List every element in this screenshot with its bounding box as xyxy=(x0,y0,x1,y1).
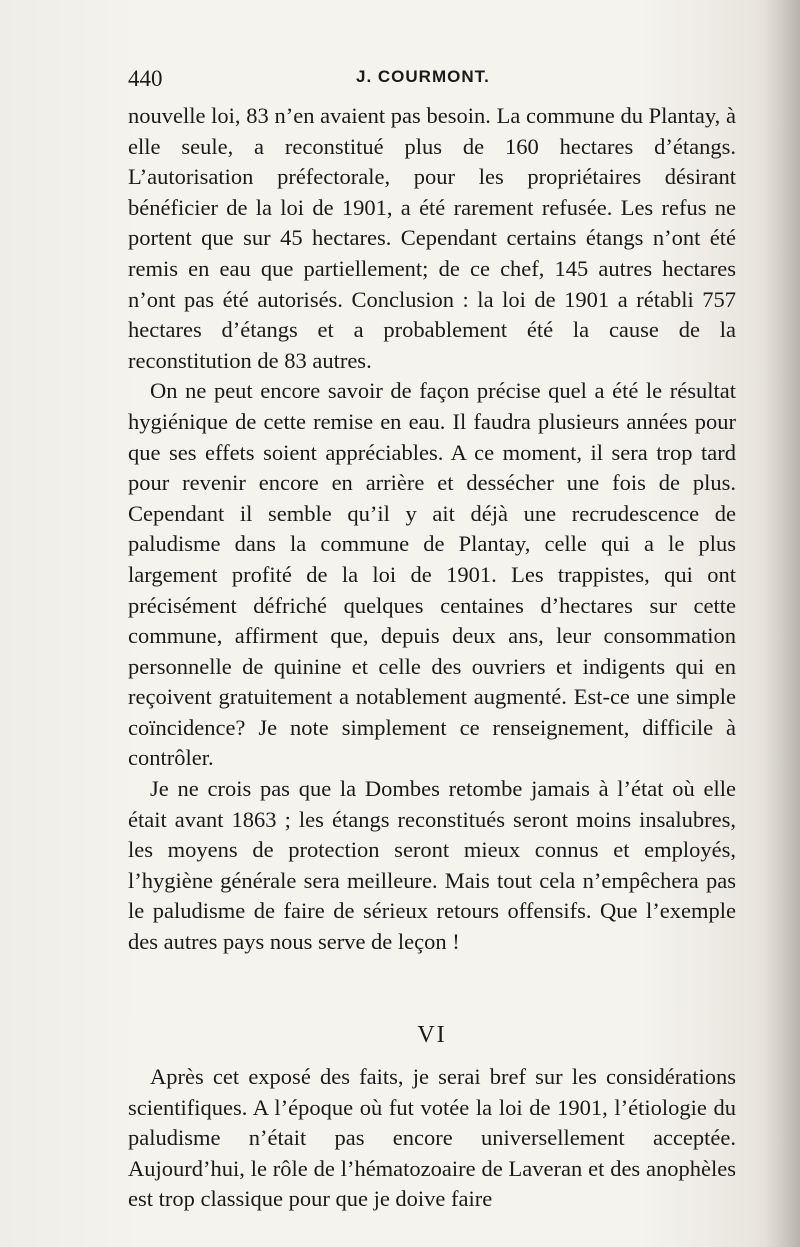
page-number: 440 xyxy=(128,66,163,91)
page-edge-shadow xyxy=(764,0,800,1247)
section-body xyxy=(128,1062,736,1215)
paragraph-3: Je ne crois pas que la Dombes retombe jamais à l’état où elle était avant 1863 ; les étangs reconstitués seront moins insalubres, les moyens de protection seront mieux connus et employés, l’hygiène générale sera meilleure. Mais tout cela n’empêchera pas le paludisme de faire de sérieux retours offensifs. Que l’exemple des autres pays nous serve de leçon ! xyxy=(128,776,736,955)
paragraph-2: On ne peut encore savoir de façon précise quel a été le résultat hygiénique de cette remise en eau. Il faudra plusieurs années pour que ses effets soient appréciables. A ce moment, il sera trop tard pour revenir encore en arrière et dessécher une fois de plus. Cependant il semble qu’il y ait déjà une recrudescence de paludisme dans la commune de Plantay, celle qui a le plus largement profité de la loi de 1901. Les trappistes, qui ont précisément défriché quelques centaines d’hectares sur cette commune, affirment que, depuis deux ans, leur consommation personnelle de quinine et celle des ouvriers et indigents qui en reçoivent gratuitement a notablement augmenté. Est-ce une simple coïncidence? Je note simplement ce renseignement, difficile à contrôler. xyxy=(128,378,736,771)
running-head: J. COURMONT. xyxy=(356,67,490,86)
paragraph-1: nouvelle loi, 83 n’en avaient pas besoin. La commune du Plantay, à elle seule, a reconstitué plus de 160 hectares d’étangs. L’autorisation préfectorale, pour les propriétaires désirant bénéficier de la loi de 1901, a été rarement refusée. Les refus ne portent que sur 45 hectares. Cependant certains étangs n’ont été remis en eau que partiellement; de ce chef, 145 autres hectares n’ont pas été autorisés. Conclusion : la loi de 1901 a rétabli 757 hectares d’étangs et a probablement été la cause de la reconstitution de 83 autres. xyxy=(128,103,736,373)
section-paragraph: Après cet exposé des faits, je serai bref sur les considérations scientifiques. A l’époque où fut votée la loi de 1901, l’étiologie du paludisme n’était pas encore universellement acceptée. Aujourd’hui, le rôle de l’hématozoaire de Laveran et des anophèles est trop classique pour que je doive faire xyxy=(128,1064,736,1212)
section-heading: VI xyxy=(417,1022,447,1048)
body-text xyxy=(128,101,736,958)
page-header xyxy=(128,62,740,96)
